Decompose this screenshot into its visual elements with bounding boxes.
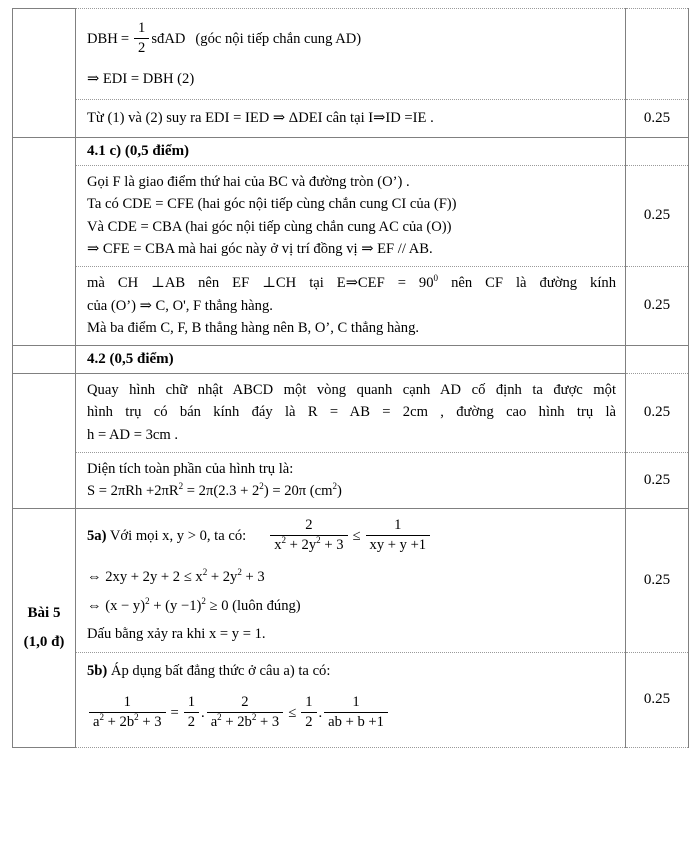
den-mid: + 2b [104, 713, 135, 730]
fraction-5b-4 [301, 694, 316, 731]
degree-superscript: 0 [433, 273, 439, 284]
arc-measure-ad: sđAD [151, 31, 186, 48]
table-row [13, 345, 689, 373]
den-mid: + 2y [286, 536, 317, 553]
score-cell-5: 0.25 [626, 373, 689, 452]
section-header-4-1-c: 4.1 c) (0,5 điểm) [76, 137, 626, 165]
fraction-denominator [89, 713, 166, 731]
fraction-right-5a [366, 517, 431, 554]
score-cell-1 [626, 9, 689, 100]
fraction-denominator: ab + b +1 [328, 713, 384, 730]
score-cell-4: 0.25 [626, 267, 689, 346]
answer-body-4 [76, 267, 626, 346]
table-row [13, 165, 689, 266]
angle-dbh-label: DBH [87, 31, 118, 48]
den-b-sup: 2 [251, 711, 257, 722]
total-surface-area-label: Diện tích toàn phần của hình trụ là: [87, 460, 294, 477]
step2-b: + (y −1) [149, 597, 202, 614]
den-a: a [93, 713, 100, 730]
den-a-sup: 2 [99, 711, 105, 722]
collinear-c-o-f: của (O’) ⇒ C, O', F thẳng hàng. [87, 297, 273, 314]
inequality-5a-step-1 [87, 560, 616, 589]
relation-le-5a: ≤ [352, 527, 361, 544]
part-5b-statement [87, 658, 616, 683]
answer-body-6 [76, 452, 626, 508]
problem-number: Bài 5 [27, 605, 61, 622]
fraction-denominator: 2 [187, 713, 196, 730]
conclusion-ef-parallel-ab: ⇒ CFE = CBA mà hai góc này ở vị trí đồng vị ⇒ EF // AB. [87, 241, 433, 258]
angle-cde-cfe: Ta có CDE = CFE (hai góc nội tiếp cùng chắn cung CI của (F)) [87, 196, 457, 213]
angle-cde-cba: Và CDE = CBA (hai góc nội tiếp cùng chắn cung AC của (O)) [87, 218, 452, 235]
den-x-sup: 2 [281, 535, 287, 546]
score-cell-7: 0.25 [626, 508, 689, 652]
section-header-4-2: 4.2 (0,5 điểm) [76, 345, 626, 373]
fraction-denominator: 2 [305, 713, 313, 730]
fraction-numerator: 2 [270, 517, 347, 536]
answer-body-2 [76, 100, 626, 138]
den-end: + 3 [138, 713, 162, 730]
score-cell-8: 0.25 [626, 652, 689, 747]
answer-body-8 [76, 652, 626, 747]
conclusion-isosceles: Từ (1) và (2) suy ra EDI = IED ⇒ ΔDEI cân tại I⇒ID =IE . [87, 110, 434, 127]
table-row [13, 9, 689, 100]
fraction-5b-5 [324, 694, 388, 731]
step2-sup-2: 2 [201, 595, 206, 606]
sa-mid-2: ) = 20π (cm [263, 483, 333, 500]
step2-sup-1: 2 [145, 595, 150, 606]
den-end: + 3 [320, 536, 344, 553]
score-cell-header-1 [626, 137, 689, 165]
table-row [13, 267, 689, 346]
inequality-5a-step-2 [87, 589, 616, 618]
define-point-f: Gọi F là giao điểm thứ hai của BC và đường tròn (O’) . [87, 173, 410, 190]
equation-edi-dbh: ⇒ EDI = DBH (2) [87, 71, 195, 88]
step1-sup-1: 2 [202, 567, 208, 578]
step1-pre: ⇔ 2xy + 2y + 2 ≤ x [87, 569, 203, 586]
answer-body-1 [76, 9, 626, 100]
fraction-denominator: xy + y +1 [369, 536, 427, 553]
fraction-denominator [270, 536, 347, 554]
table-row [13, 452, 689, 508]
score-cell-3: 0.25 [626, 165, 689, 266]
part-5b-text: Áp dụng bất đẳng thức ở câu a) ta có: [107, 662, 331, 679]
reason-note-1: (góc nội tiếp chắn cung AD) [195, 31, 362, 48]
fraction-numerator: 1 [184, 694, 199, 713]
step2-a: ⇔ (x − y) [87, 597, 146, 614]
equals-sign: = [120, 31, 130, 48]
fraction-one-half [134, 20, 149, 57]
label-cell-empty-4 [13, 373, 76, 508]
table-row [13, 100, 689, 138]
fraction-numerator: 1 [301, 694, 316, 713]
equation-dbh [87, 14, 616, 60]
fraction-5b-2 [184, 694, 199, 731]
equality-condition-5a: Dấu bằng xảy ra khi x = y = 1. [87, 626, 266, 643]
label-cell-empty-3 [13, 345, 76, 373]
inequality-5b-chain [87, 683, 616, 742]
den-a-sup: 2 [217, 711, 222, 722]
step1-sup-2: 2 [237, 567, 242, 578]
label-cell-empty-2 [13, 137, 76, 345]
sa-post: ) [337, 483, 342, 500]
table-row [13, 652, 689, 747]
part-label-5a: 5a) [87, 527, 107, 544]
cylinder-radius-text: hình trụ có bán kính đáy là R = AB = 2cm , đường cao hình trụ là [87, 404, 616, 421]
fraction-numerator: 2 [207, 694, 284, 713]
step2-c: ≥ 0 (luôn đúng) [205, 597, 301, 614]
answer-key-table [12, 8, 689, 748]
score-cell-header-2 [626, 345, 689, 373]
fraction-denominator: 2 [138, 40, 146, 57]
score-cell-6: 0.25 [626, 452, 689, 508]
fraction-left-5a [270, 517, 347, 554]
part-5a-text: Với mọi x, y > 0, ta có: [106, 527, 247, 544]
fraction-5b-1 [89, 694, 166, 731]
sa-sup-1: 2 [178, 481, 184, 492]
sa-mid: = 2π(2.3 + 2 [183, 483, 260, 500]
den-mid: + 2b [221, 713, 252, 730]
fraction-numerator: 1 [134, 20, 149, 39]
inequality-5a-statement [87, 514, 616, 560]
sa-sup-2: 2 [259, 481, 264, 492]
fraction-denominator [207, 713, 284, 731]
part-label-5b: 5b) [87, 662, 108, 679]
cylinder-height-text: h = AD = 3cm . [87, 426, 179, 443]
score-cell-2: 0.25 [626, 100, 689, 138]
fraction-numerator: 1 [366, 517, 431, 536]
perpendicular-statement [87, 272, 616, 295]
total-surface-area-equation [87, 480, 616, 503]
perp-text-post: nên CF là đường kính [438, 275, 616, 291]
step1-mid: + 2y [207, 569, 238, 586]
relation-equals-5b: = [170, 704, 179, 721]
table-row [13, 137, 689, 165]
relation-le-5b: ≤ [288, 704, 297, 721]
multiply-dot-2: . [318, 704, 323, 721]
label-cell-empty-1 [13, 9, 76, 138]
fraction-numerator: 1 [89, 694, 166, 713]
problem-points: (1,0 đ) [23, 633, 65, 650]
den-end: + 3 [256, 713, 280, 730]
answer-body-7 [76, 508, 626, 652]
multiply-dot-1: . [201, 704, 205, 721]
den-b-sup: 2 [134, 711, 139, 722]
cylinder-rotation-text: Quay hình chữ nhật ABCD một vòng quanh cạnh AD cố định ta được một [87, 381, 616, 398]
den-y-sup: 2 [316, 535, 321, 546]
den-x: x [274, 536, 282, 553]
answer-body-5 [76, 373, 626, 452]
perp-text-pre: mà CH ⊥AB nên EF ⊥CH tại E⇒CEF = 90 [87, 275, 434, 291]
sa-sup-3: 2 [332, 481, 338, 492]
table-row [13, 508, 689, 652]
fraction-5b-3 [207, 694, 284, 731]
table-row [13, 373, 689, 452]
answer-body-3 [76, 165, 626, 266]
fraction-numerator: 1 [324, 694, 388, 713]
step1-post: + 3 [241, 569, 265, 586]
sa-pre: S = 2πRh +2πR [87, 483, 179, 500]
collinear-b-o-c: Mà ba điểm C, F, B thẳng hàng nên B, O’, C thẳng hàng. [87, 320, 420, 337]
problem-label-bai-5 [13, 508, 76, 747]
den-a: a [210, 713, 218, 730]
